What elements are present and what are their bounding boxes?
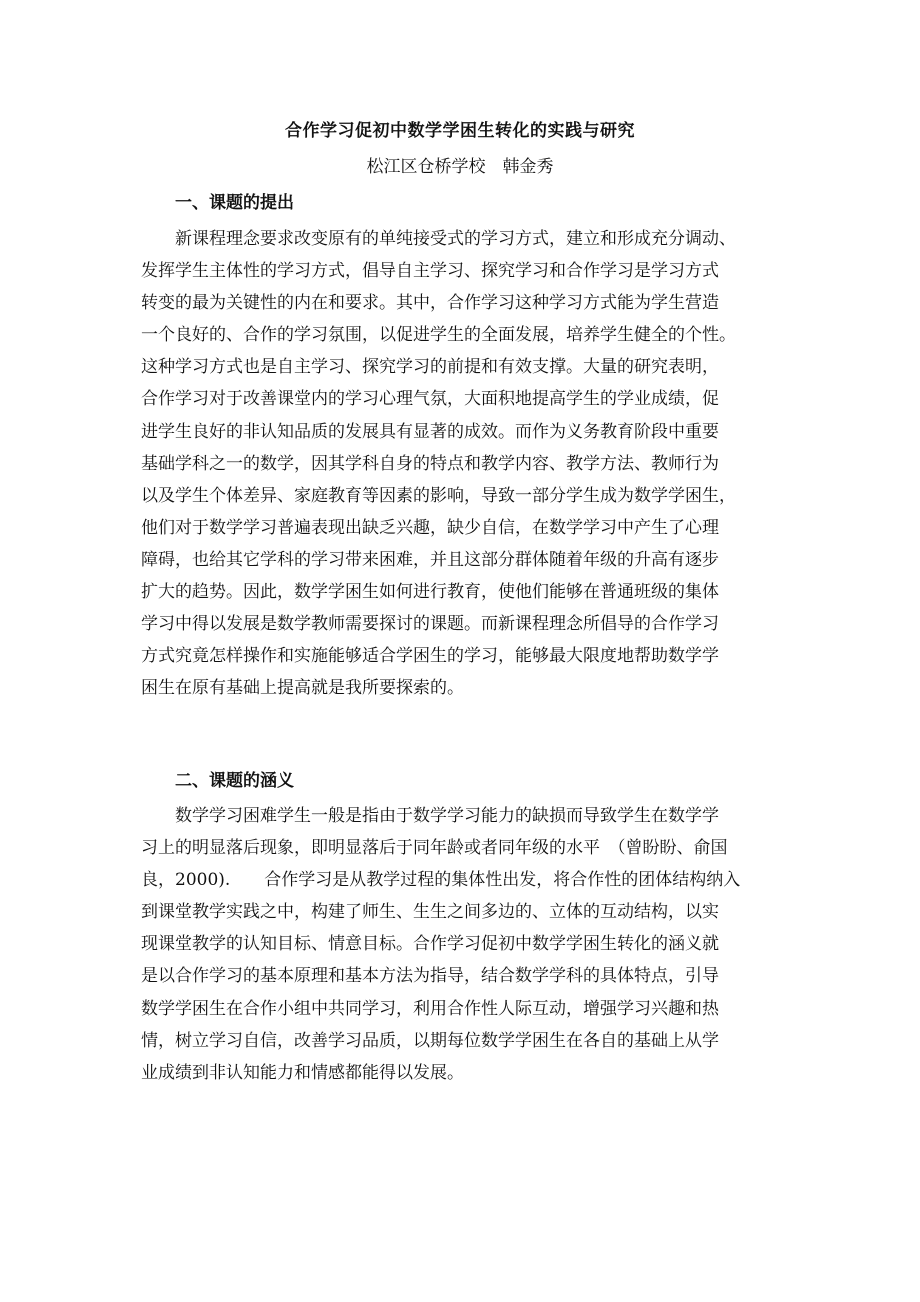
text-line: 困生在原有基础上提高就是我所要探索的。 xyxy=(141,678,464,699)
text-line: 是以合作学习的基本原理和基本方法为指导，结合数学学科的具体特点，引导 xyxy=(141,966,719,987)
text-line: 以及学生个体差异、家庭教育等因素的影响，导致一部分学生成为数学学困生， xyxy=(141,485,736,506)
text-line: 扩大的趋势。因此，数学学困生如何进行教育，使他们能够在普通班级的集体 xyxy=(141,582,719,603)
text-line: 良，2000). 合作学习是从教学过程的集体性出发，将合作性的团体结构纳入 xyxy=(141,870,741,891)
document-author: 松江区仓桥学校 韩金秀 xyxy=(366,157,554,177)
text-line: 习上的明显落后现象，即明显落后于同年龄或者同年级的水平 （曾盼盼、俞国 xyxy=(141,838,728,859)
text-line: 发挥学生主体性的学习方式，倡导自主学习、探究学习和合作学习是学习方式 xyxy=(141,261,719,282)
text-line: 方式究竟怎样操作和实施能够适合学困生的学习，能够最大限度地帮助数学学 xyxy=(141,646,719,667)
text-line: 合作学习对于改善课堂内的学习心理气氛，大面积地提高学生的学业成绩，促 xyxy=(141,389,719,410)
text-line: 基础学科之一的数学，因其学科自身的特点和教学内容、教学方法、教师行为 xyxy=(141,453,719,474)
section-heading-2: 二、课题的涵义 xyxy=(175,771,294,791)
section-heading-1: 一、课题的提出 xyxy=(175,193,294,213)
text-line: 转变的最为关键性的内在和要求。其中，合作学习这种学习方式能为学生营造 xyxy=(141,293,719,314)
text-line: 数学学困生在合作小组中共同学习，利用合作性人际互动，增强学习兴趣和热 xyxy=(141,998,719,1019)
text-line: 障碍，也给其它学科的学习带来困难，并且这部分群体随着年级的升高有逐步 xyxy=(141,549,719,570)
text-line: 数学学习困难学生一般是指由于数学学习能力的缺损而导致学生在数学学 xyxy=(141,806,719,826)
text-line: 他们对于数学学习普遍表现出缺乏兴趣，缺少自信，在数学学习中产生了心理 xyxy=(141,517,719,538)
text-line: 新课程理念要求改变原有的单纯接受式的学习方式，建立和形成充分调动、 xyxy=(141,229,736,249)
text-line: 到课堂教学实践之中，构建了师生、生生之间多边的、立体的互动结构，以实 xyxy=(141,902,719,923)
section-paragraph-2 xyxy=(141,800,781,1089)
text-line: 一个良好的、合作的学习氛围，以促进学生的全面发展，培养学生健全的个性。 xyxy=(141,325,736,346)
text-line: 进学生良好的非认知品质的发展具有显著的成效。而作为义务教育阶段中重要 xyxy=(141,421,719,442)
text-line: 这种学习方式也是自主学习、探究学习的前提和有效支撑。大量的研究表明， xyxy=(141,357,719,378)
document-title: 合作学习促初中数学学困生转化的实践与研究 xyxy=(285,121,635,141)
text-line: 学习中得以发展是数学教师需要探讨的课题。而新课程理念所倡导的合作学习 xyxy=(141,614,719,635)
text-line: 业成绩到非认知能力和情感都能得以发展。 xyxy=(141,1062,464,1083)
text-line: 现课堂教学的认知目标、情意目标。合作学习促初中数学学困生转化的涵义就 xyxy=(141,934,719,955)
section-paragraph-1 xyxy=(141,223,781,704)
text-line: 情，树立学习自信，改善学习品质，以期每位数学学困生在各自的基础上从学 xyxy=(141,1030,719,1051)
